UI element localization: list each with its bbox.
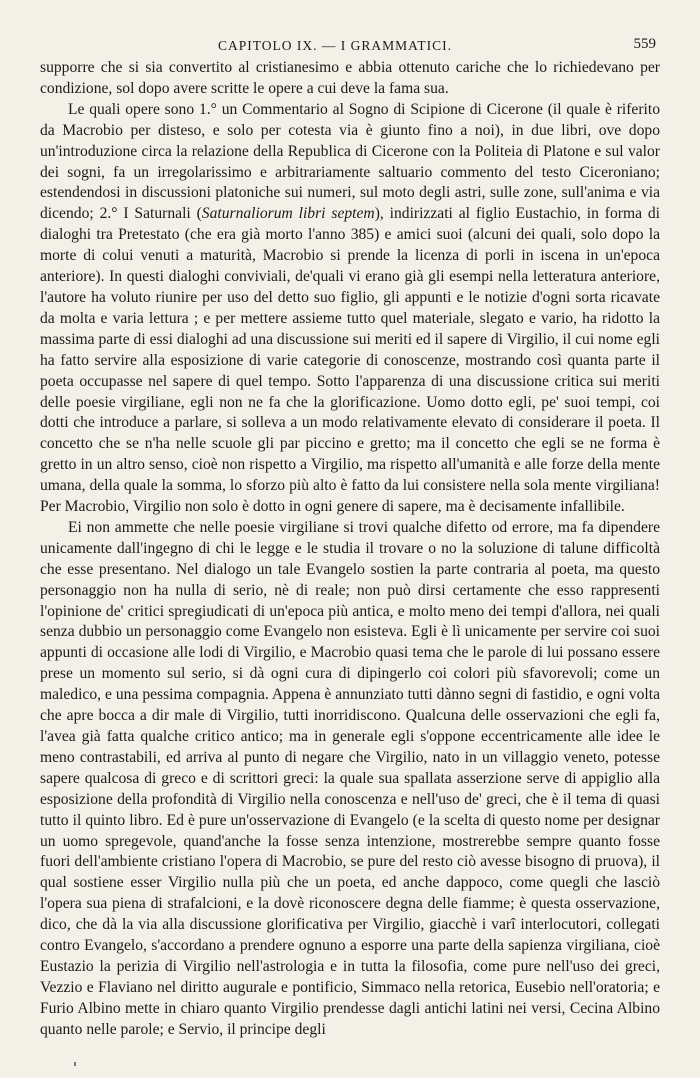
paragraph-works: [40, 100, 660, 518]
paragraph-text: ), indirizzati al figlio Eustachio, in forma di dialoghi tra Pretestato (che era già morto l'anno 385) e amici suoi (alcuni dei quali, solo dopo la morte di colui venuti a maturità, Macrobio si prende la licenza di porli in iscena in un'epoca anteriore). In questi dialoghi conviviali, de'quali vi erano già gli esempi nella letteratura anteriore, l'autore ha voluto riunire per uso del detto suo figlio, gli appunti e le notizie d'ogni sorta ricavate da molta e varia lettura ; e per mettere assieme tutto quel materiale, slegato e vario, ha ridotto la massima parte di essi dialoghi ad una discussione sui meriti ed il sapere di Virgilio, il cui nome egli ha fatto servire alla esposizione di varie categorie di conoscenze, mostrando così quanta parte il poeta occupasse nel sapere di quel tempo. Sotto l'apparenza di una discussione critica sui meriti delle poesie virgiliane, egli non ne fa che la glorificazione. Uomo dotto egli, pe' suoi tempi, coi dotti che introduce a parlare, si solleva a un modo relativamente elevato di considerare il poeta. Il concetto che se n'ha nelle scuole gli par piccino e gretto; ma il concetto che egli se ne forma è gretto in un altro senso, cioè non rispetto a Virgilio, ma rispetto all'umanità e alle forze della mente umana, della quale la somma, lo sforzo più alto è fatto da lui consistere nella sola mente virgiliana! Per Macrobio, Virgilio non solo è dotto in ogni genere di sapere, ma è decisamente infallibile.: [40, 205, 661, 516]
page-number: 559: [633, 36, 656, 52]
latin-title: Saturnaliorum libri septem: [201, 205, 375, 223]
print-speck: [74, 1062, 76, 1066]
body-text: [40, 58, 660, 1041]
paragraph-text: Le quali opere sono 1.° un Commentario al Sogno di Scipione di Cicerone (il quale è riferito da Macrobio per disteso, e solo per cotesta via è giunto fino a noi), in due libri, ove dopo un'introduzione circa la relazione della Republica di Cicerone con la Politeia di Platone e sul valor dei sogni, fa un irregolarissimo e arbitrariamente saltuario commento del testo Ciceroniano; estendendosi in discussioni platoniche sui numeri, sul moto degli astri, sulle zone, sull'anima e via dicendo; 2.° I Saturnali (: [40, 100, 660, 223]
paragraph-evangelo: Ei non ammette che nelle poesie virgiliane si trovi qualche difetto od errore, ma fa dipendere unicamente dall'ingegno di chi le legge e le studia il trovare o no la soluzione di talune difficoltà che esse presentano. Nel dialogo un tale Evangelo sostien la parte contraria al poeta, ma questo personaggio non ha nulla di serio, nè di reale; non può dirsi certamente che esso rappresenti l'opinione de' critici spregiudicati di un'epoca più antica, e molto meno dei tempi d'allora, nei quali senza dubbio un personaggio come Evangelo non esisteva. Egli è lì unicamente per servire coi suoi appunti di occasione alle lodi di Virgilio, e Macrobio quasi tema che le parole di lui possano essere prese un momento sul serio, si dà ogni cura di dipingerlo coi colori più sfavorevoli; come un maledico, e una pessima compagnia. Appena è annunziato tutti dànno segni di fastidio, e ogni volta che apre bocca a dir male di Virgilio, tutti inorridiscono. Qualcuna delle osservazioni che egli fa, l'avea già fatta qualche critico antico; ma in generale egli s'oppone eccentricamente alle idee le meno contrastabili, ed arriva al punto di negare che Virgilio, nato in un villaggio veneto, potesse sapere qualcosa di greco e di scrittori greci: la quale sua spallata asserzione serve di appiglio alla esposizione della profondità di Virgilio nella conoscenza e nell'uso de' greci, che è il tema di quasi tutto il quinto libro. Ed è pure un'osservazione di Evangelo (e la scelta di questo nome per designar un uomo spregevole, quand'anche la fosse senza intenzione, mostrerebbe sempre quanto fosse fuori dell'ambiente cristiano l'opera di Macrobio, se pure del resto ciò avesse bisogno di pruova), il qual sostiene esser Virgilio nulla più che un poeta, ed anche dappoco, come quegli che lasciò l'opera sua piena di strafalcioni, e la dovè riconoscere degna delle fiamme; è questa osservazione, dico, che dà la via alla discussione glorificativa per Virgilio, giacchè i varî interlocutori, collegati contro Evangelo, s'accordano a prendere ognuno a esporre una parte della sapienza virgiliana, cioè Eustazio la perizia di Virgilio nell'astrologia e in tutta la filosofia, come pure nell'uso dei greci, Vezzio e Flaviano nel diritto augurale e pontificio, Simmaco nella retorica, Eusebio nell'oratoria; e Furio Albino mette in chiaro quanto Virgilio prendesse dagli antichi latini nei versi, Cecina Albino quanto nelle parole; e Servio, il principe degli: [40, 518, 660, 1038]
chapter-title: CAPITOLO IX. — I GRAMMATICI.: [218, 38, 453, 53]
paragraph-continued: supporre che si sia convertito al cristianesimo e abbia ottenuto cariche che lo richiedevano per condizione, sol dopo avere scritte le opere a cui deve la fama sua.: [40, 59, 660, 97]
running-header: [40, 36, 656, 56]
